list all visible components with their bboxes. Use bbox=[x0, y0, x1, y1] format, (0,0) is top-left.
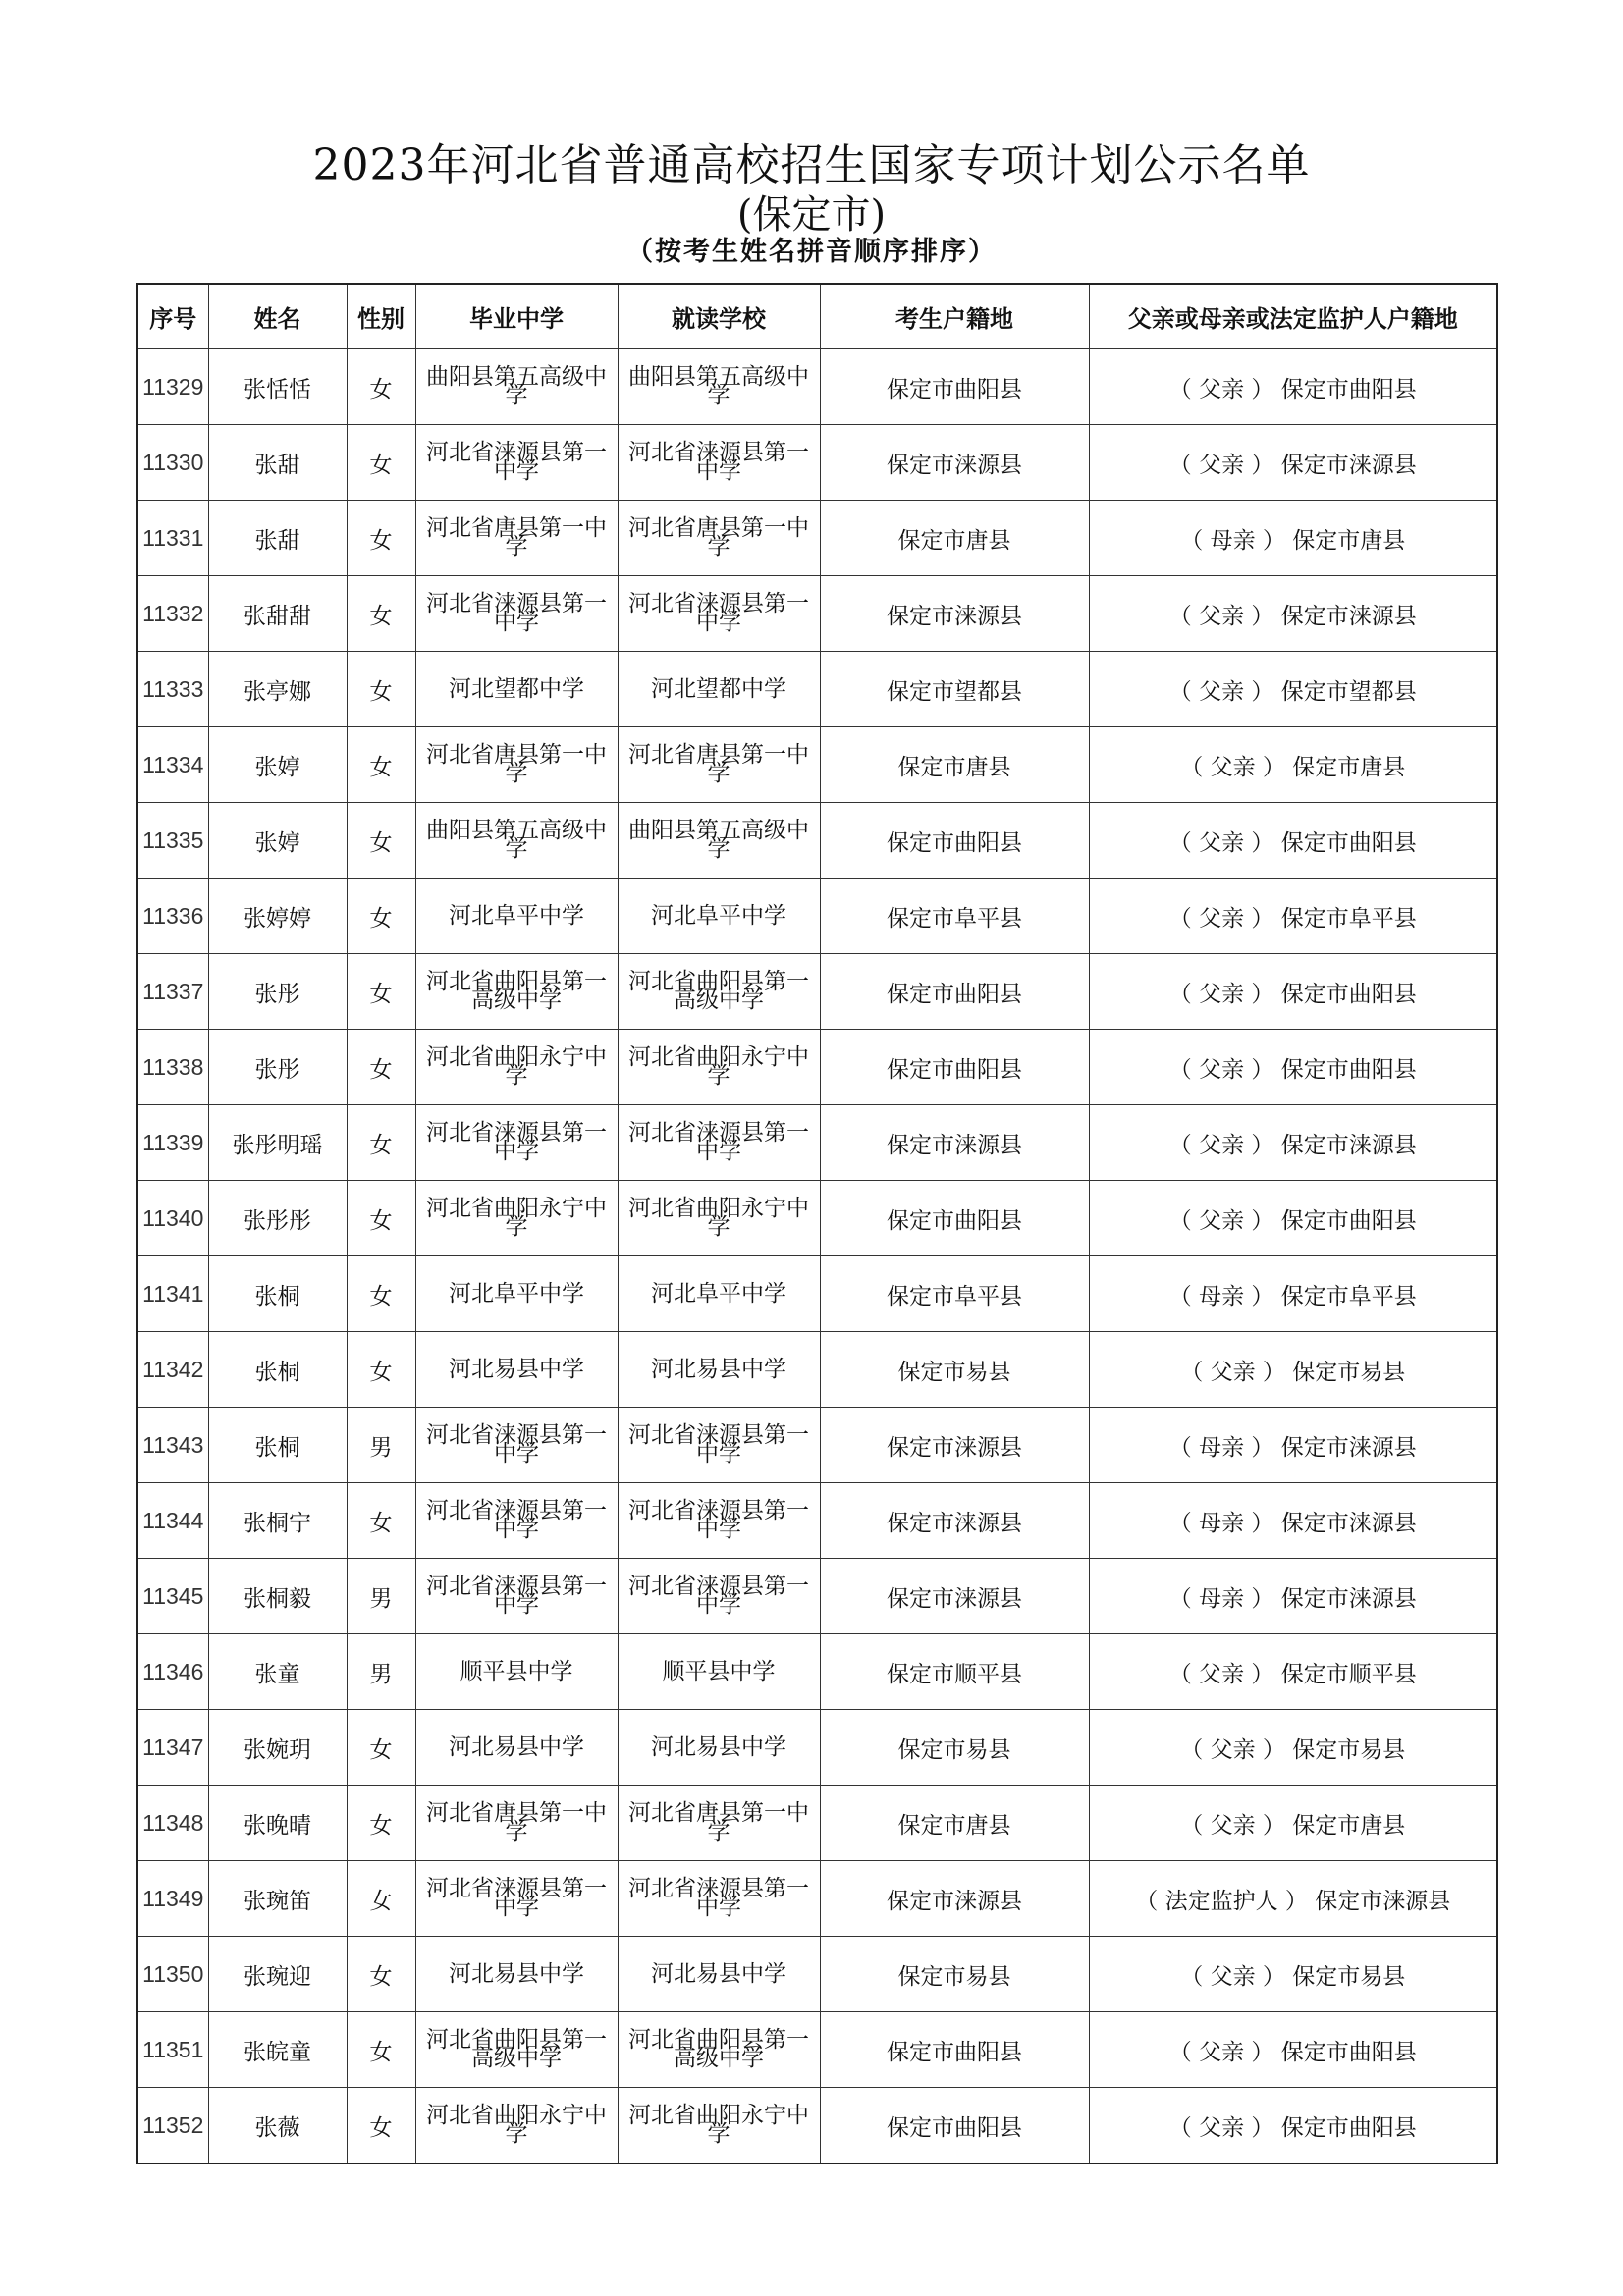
table-row bbox=[137, 1030, 1497, 1105]
cell-name: 张甜 bbox=[208, 501, 347, 576]
cell-household-registration: 保定市易县 bbox=[820, 1332, 1089, 1408]
cell-graduated-school: 河北省唐县第一中学 bbox=[415, 1786, 618, 1861]
cell-sex: 女 bbox=[347, 954, 415, 1030]
cell-household-registration: 保定市望都县 bbox=[820, 652, 1089, 727]
cell-sex: 女 bbox=[347, 1181, 415, 1256]
cell-sex: 女 bbox=[347, 1710, 415, 1786]
cell-guardian-registration: （ 父亲 ） 保定市曲阳县 bbox=[1089, 1030, 1497, 1105]
col-header-sex: 性别 bbox=[347, 284, 415, 349]
cell-guardian-registration: （ 父亲 ） 保定市唐县 bbox=[1089, 1786, 1497, 1861]
cell-seq: 11329 bbox=[137, 349, 208, 425]
cell-current-school: 曲阳县第五高级中学 bbox=[618, 803, 820, 879]
col-header-household-registration: 考生户籍地 bbox=[820, 284, 1089, 349]
applicant-table bbox=[136, 283, 1498, 2164]
table-row bbox=[137, 1710, 1497, 1786]
cell-household-registration: 保定市阜平县 bbox=[820, 879, 1089, 954]
cell-current-school: 河北省涞源县第一中学 bbox=[618, 1105, 820, 1181]
table-row bbox=[137, 501, 1497, 576]
cell-graduated-school: 河北省涞源县第一中学 bbox=[415, 1861, 618, 1937]
cell-guardian-registration: （ 父亲 ） 保定市曲阳县 bbox=[1089, 954, 1497, 1030]
cell-seq: 11349 bbox=[137, 1861, 208, 1937]
cell-sex: 女 bbox=[347, 576, 415, 652]
cell-graduated-school: 河北易县中学 bbox=[415, 1937, 618, 2012]
cell-household-registration: 保定市涞源县 bbox=[820, 425, 1089, 501]
cell-current-school: 河北省涞源县第一中学 bbox=[618, 1861, 820, 1937]
cell-household-registration: 保定市唐县 bbox=[820, 727, 1089, 803]
cell-guardian-registration: （ 母亲 ） 保定市唐县 bbox=[1089, 501, 1497, 576]
table-row bbox=[137, 1256, 1497, 1332]
cell-sex: 女 bbox=[347, 1030, 415, 1105]
cell-sex: 女 bbox=[347, 1332, 415, 1408]
cell-graduated-school: 曲阳县第五高级中学 bbox=[415, 803, 618, 879]
cell-graduated-school: 河北省曲阳永宁中学 bbox=[415, 1030, 618, 1105]
cell-name: 张晚晴 bbox=[208, 1786, 347, 1861]
cell-graduated-school: 河北易县中学 bbox=[415, 1710, 618, 1786]
cell-household-registration: 保定市涞源县 bbox=[820, 1408, 1089, 1483]
cell-name: 张薇 bbox=[208, 2088, 347, 2164]
cell-seq: 11345 bbox=[137, 1559, 208, 1634]
cell-household-registration: 保定市曲阳县 bbox=[820, 2012, 1089, 2088]
table-header-row bbox=[137, 284, 1497, 349]
cell-name: 张桐毅 bbox=[208, 1559, 347, 1634]
cell-graduated-school: 河北阜平中学 bbox=[415, 879, 618, 954]
cell-name: 张婷婷 bbox=[208, 879, 347, 954]
cell-sex: 女 bbox=[347, 803, 415, 879]
cell-guardian-registration: （ 父亲 ） 保定市易县 bbox=[1089, 1937, 1497, 2012]
cell-sex: 女 bbox=[347, 501, 415, 576]
cell-name: 张恬恬 bbox=[208, 349, 347, 425]
cell-seq: 11333 bbox=[137, 652, 208, 727]
table-row bbox=[137, 954, 1497, 1030]
cell-graduated-school: 河北省涞源县第一中学 bbox=[415, 1105, 618, 1181]
cell-name: 张桐 bbox=[208, 1332, 347, 1408]
cell-name: 张婉玥 bbox=[208, 1710, 347, 1786]
cell-current-school: 河北阜平中学 bbox=[618, 1256, 820, 1332]
cell-graduated-school: 河北易县中学 bbox=[415, 1332, 618, 1408]
cell-graduated-school: 河北省唐县第一中学 bbox=[415, 501, 618, 576]
cell-seq: 11334 bbox=[137, 727, 208, 803]
cell-current-school: 曲阳县第五高级中学 bbox=[618, 349, 820, 425]
cell-seq: 11336 bbox=[137, 879, 208, 954]
cell-name: 张皖童 bbox=[208, 2012, 347, 2088]
table-row bbox=[137, 2012, 1497, 2088]
cell-current-school: 河北易县中学 bbox=[618, 1937, 820, 2012]
col-header-guardian-registration: 父亲或母亲或法定监护人户籍地 bbox=[1089, 284, 1497, 349]
col-header-name: 姓名 bbox=[208, 284, 347, 349]
cell-sex: 女 bbox=[347, 1105, 415, 1181]
table-row bbox=[137, 1559, 1497, 1634]
cell-seq: 11347 bbox=[137, 1710, 208, 1786]
cell-household-registration: 保定市涞源县 bbox=[820, 1483, 1089, 1559]
cell-household-registration: 保定市涞源县 bbox=[820, 576, 1089, 652]
cell-seq: 11332 bbox=[137, 576, 208, 652]
cell-name: 张琬笛 bbox=[208, 1861, 347, 1937]
cell-guardian-registration: （ 父亲 ） 保定市唐县 bbox=[1089, 727, 1497, 803]
cell-sex: 女 bbox=[347, 879, 415, 954]
cell-name: 张彤彤 bbox=[208, 1181, 347, 1256]
cell-sex: 女 bbox=[347, 1937, 415, 2012]
cell-seq: 11337 bbox=[137, 954, 208, 1030]
cell-name: 张桐宁 bbox=[208, 1483, 347, 1559]
cell-household-registration: 保定市涞源县 bbox=[820, 1861, 1089, 1937]
cell-name: 张甜甜 bbox=[208, 576, 347, 652]
cell-guardian-registration: （ 母亲 ） 保定市涞源县 bbox=[1089, 1408, 1497, 1483]
cell-guardian-registration: （ 母亲 ） 保定市涞源县 bbox=[1089, 1483, 1497, 1559]
col-header-seq: 序号 bbox=[137, 284, 208, 349]
cell-guardian-registration: （ 父亲 ） 保定市涞源县 bbox=[1089, 576, 1497, 652]
cell-graduated-school: 河北省涞源县第一中学 bbox=[415, 576, 618, 652]
cell-seq: 11335 bbox=[137, 803, 208, 879]
cell-seq: 11352 bbox=[137, 2088, 208, 2164]
cell-seq: 11350 bbox=[137, 1937, 208, 2012]
cell-current-school: 河北省唐县第一中学 bbox=[618, 501, 820, 576]
col-header-graduated-school: 毕业中学 bbox=[415, 284, 618, 349]
cell-guardian-registration: （ 父亲 ） 保定市易县 bbox=[1089, 1332, 1497, 1408]
cell-guardian-registration: （ 父亲 ） 保定市易县 bbox=[1089, 1710, 1497, 1786]
cell-current-school: 顺平县中学 bbox=[618, 1634, 820, 1710]
cell-seq: 11344 bbox=[137, 1483, 208, 1559]
cell-graduated-school: 河北望都中学 bbox=[415, 652, 618, 727]
cell-sex: 男 bbox=[347, 1559, 415, 1634]
cell-sex: 女 bbox=[347, 2088, 415, 2164]
sort-note: （按考生姓名拼音顺序排序） bbox=[626, 237, 997, 267]
cell-guardian-registration: （ 父亲 ） 保定市曲阳县 bbox=[1089, 1181, 1497, 1256]
table-row bbox=[137, 349, 1497, 425]
cell-name: 张甜 bbox=[208, 425, 347, 501]
cell-current-school: 河北省涞源县第一中学 bbox=[618, 576, 820, 652]
table-row bbox=[137, 803, 1497, 879]
cell-seq: 11348 bbox=[137, 1786, 208, 1861]
cell-guardian-registration: （ 法定监护人 ） 保定市涞源县 bbox=[1089, 1861, 1497, 1937]
page-title: 2023年河北省普通高校招生国家专项计划公示名单 bbox=[312, 140, 1311, 190]
cell-current-school: 河北省曲阳永宁中学 bbox=[618, 1181, 820, 1256]
cell-guardian-registration: （ 母亲 ） 保定市涞源县 bbox=[1089, 1559, 1497, 1634]
cell-current-school: 河北省唐县第一中学 bbox=[618, 727, 820, 803]
cell-household-registration: 保定市易县 bbox=[820, 1937, 1089, 2012]
cell-household-registration: 保定市顺平县 bbox=[820, 1634, 1089, 1710]
cell-seq: 11342 bbox=[137, 1332, 208, 1408]
cell-guardian-registration: （ 父亲 ） 保定市阜平县 bbox=[1089, 879, 1497, 954]
cell-seq: 11341 bbox=[137, 1256, 208, 1332]
cell-name: 张亭娜 bbox=[208, 652, 347, 727]
cell-graduated-school: 河北省曲阳县第一高级中学 bbox=[415, 2012, 618, 2088]
cell-guardian-registration: （ 父亲 ） 保定市望都县 bbox=[1089, 652, 1497, 727]
table-row bbox=[137, 879, 1497, 954]
cell-guardian-registration: （ 父亲 ） 保定市曲阳县 bbox=[1089, 803, 1497, 879]
table-row bbox=[137, 2088, 1497, 2164]
cell-name: 张琬迎 bbox=[208, 1937, 347, 2012]
cell-current-school: 河北省涞源县第一中学 bbox=[618, 1559, 820, 1634]
cell-sex: 女 bbox=[347, 1483, 415, 1559]
cell-current-school: 河北省唐县第一中学 bbox=[618, 1786, 820, 1861]
cell-name: 张婷 bbox=[208, 803, 347, 879]
cell-seq: 11346 bbox=[137, 1634, 208, 1710]
cell-graduated-school: 河北省涞源县第一中学 bbox=[415, 425, 618, 501]
cell-current-school: 河北省涞源县第一中学 bbox=[618, 425, 820, 501]
cell-guardian-registration: （ 父亲 ） 保定市涞源县 bbox=[1089, 425, 1497, 501]
table-row bbox=[137, 425, 1497, 501]
cell-name: 张童 bbox=[208, 1634, 347, 1710]
page-subtitle: (保定市) bbox=[736, 192, 887, 238]
cell-current-school: 河北省曲阳永宁中学 bbox=[618, 2088, 820, 2164]
cell-seq: 11331 bbox=[137, 501, 208, 576]
table-row bbox=[137, 1861, 1497, 1937]
cell-graduated-school: 河北省涞源县第一中学 bbox=[415, 1559, 618, 1634]
table-row bbox=[137, 1634, 1497, 1710]
cell-guardian-registration: （ 父亲 ） 保定市曲阳县 bbox=[1089, 2012, 1497, 2088]
cell-household-registration: 保定市曲阳县 bbox=[820, 1181, 1089, 1256]
cell-seq: 11340 bbox=[137, 1181, 208, 1256]
cell-current-school: 河北易县中学 bbox=[618, 1710, 820, 1786]
cell-guardian-registration: （ 父亲 ） 保定市涞源县 bbox=[1089, 1105, 1497, 1181]
cell-seq: 11330 bbox=[137, 425, 208, 501]
cell-sex: 女 bbox=[347, 425, 415, 501]
cell-seq: 11339 bbox=[137, 1105, 208, 1181]
cell-current-school: 河北省涞源县第一中学 bbox=[618, 1408, 820, 1483]
cell-name: 张婷 bbox=[208, 727, 347, 803]
cell-household-registration: 保定市曲阳县 bbox=[820, 349, 1089, 425]
cell-household-registration: 保定市涞源县 bbox=[820, 1105, 1089, 1181]
table-row bbox=[137, 1332, 1497, 1408]
table-row bbox=[137, 1181, 1497, 1256]
cell-graduated-school: 河北省曲阳县第一高级中学 bbox=[415, 954, 618, 1030]
table-row bbox=[137, 1105, 1497, 1181]
cell-graduated-school: 河北省曲阳永宁中学 bbox=[415, 1181, 618, 1256]
cell-household-registration: 保定市曲阳县 bbox=[820, 1030, 1089, 1105]
cell-household-registration: 保定市易县 bbox=[820, 1710, 1089, 1786]
cell-current-school: 河北望都中学 bbox=[618, 652, 820, 727]
cell-name: 张彤明瑶 bbox=[208, 1105, 347, 1181]
table-row bbox=[137, 1408, 1497, 1483]
table-row bbox=[137, 1786, 1497, 1861]
cell-household-registration: 保定市曲阳县 bbox=[820, 803, 1089, 879]
cell-current-school: 河北省曲阳永宁中学 bbox=[618, 1030, 820, 1105]
cell-sex: 女 bbox=[347, 1786, 415, 1861]
cell-household-registration: 保定市曲阳县 bbox=[820, 2088, 1089, 2164]
cell-name: 张彤 bbox=[208, 1030, 347, 1105]
cell-guardian-registration: （ 父亲 ） 保定市曲阳县 bbox=[1089, 2088, 1497, 2164]
cell-guardian-registration: （ 父亲 ） 保定市曲阳县 bbox=[1089, 349, 1497, 425]
cell-seq: 11351 bbox=[137, 2012, 208, 2088]
cell-current-school: 河北阜平中学 bbox=[618, 879, 820, 954]
cell-seq: 11343 bbox=[137, 1408, 208, 1483]
cell-sex: 男 bbox=[347, 1408, 415, 1483]
table-body bbox=[137, 349, 1497, 2164]
cell-graduated-school: 河北阜平中学 bbox=[415, 1256, 618, 1332]
table-row bbox=[137, 1483, 1497, 1559]
cell-graduated-school: 河北省曲阳永宁中学 bbox=[415, 2088, 618, 2164]
table-row bbox=[137, 1937, 1497, 2012]
cell-sex: 男 bbox=[347, 1634, 415, 1710]
table-row bbox=[137, 652, 1497, 727]
table-row bbox=[137, 727, 1497, 803]
cell-household-registration: 保定市唐县 bbox=[820, 1786, 1089, 1861]
cell-seq: 11338 bbox=[137, 1030, 208, 1105]
table-row bbox=[137, 576, 1497, 652]
cell-current-school: 河北省曲阳县第一高级中学 bbox=[618, 954, 820, 1030]
cell-current-school: 河北易县中学 bbox=[618, 1332, 820, 1408]
cell-name: 张桐 bbox=[208, 1256, 347, 1332]
cell-name: 张彤 bbox=[208, 954, 347, 1030]
cell-household-registration: 保定市唐县 bbox=[820, 501, 1089, 576]
cell-household-registration: 保定市曲阳县 bbox=[820, 954, 1089, 1030]
cell-current-school: 河北省曲阳县第一高级中学 bbox=[618, 2012, 820, 2088]
col-header-current-school: 就读学校 bbox=[618, 284, 820, 349]
cell-graduated-school: 曲阳县第五高级中学 bbox=[415, 349, 618, 425]
cell-household-registration: 保定市阜平县 bbox=[820, 1256, 1089, 1332]
cell-sex: 女 bbox=[347, 727, 415, 803]
cell-sex: 女 bbox=[347, 652, 415, 727]
cell-graduated-school: 河北省涞源县第一中学 bbox=[415, 1483, 618, 1559]
cell-sex: 女 bbox=[347, 1861, 415, 1937]
cell-sex: 女 bbox=[347, 1256, 415, 1332]
cell-graduated-school: 河北省唐县第一中学 bbox=[415, 727, 618, 803]
cell-sex: 女 bbox=[347, 2012, 415, 2088]
cell-graduated-school: 河北省涞源县第一中学 bbox=[415, 1408, 618, 1483]
cell-sex: 女 bbox=[347, 349, 415, 425]
cell-guardian-registration: （ 父亲 ） 保定市顺平县 bbox=[1089, 1634, 1497, 1710]
cell-guardian-registration: （ 母亲 ） 保定市阜平县 bbox=[1089, 1256, 1497, 1332]
cell-household-registration: 保定市涞源县 bbox=[820, 1559, 1089, 1634]
cell-name: 张桐 bbox=[208, 1408, 347, 1483]
cell-graduated-school: 顺平县中学 bbox=[415, 1634, 618, 1710]
cell-current-school: 河北省涞源县第一中学 bbox=[618, 1483, 820, 1559]
